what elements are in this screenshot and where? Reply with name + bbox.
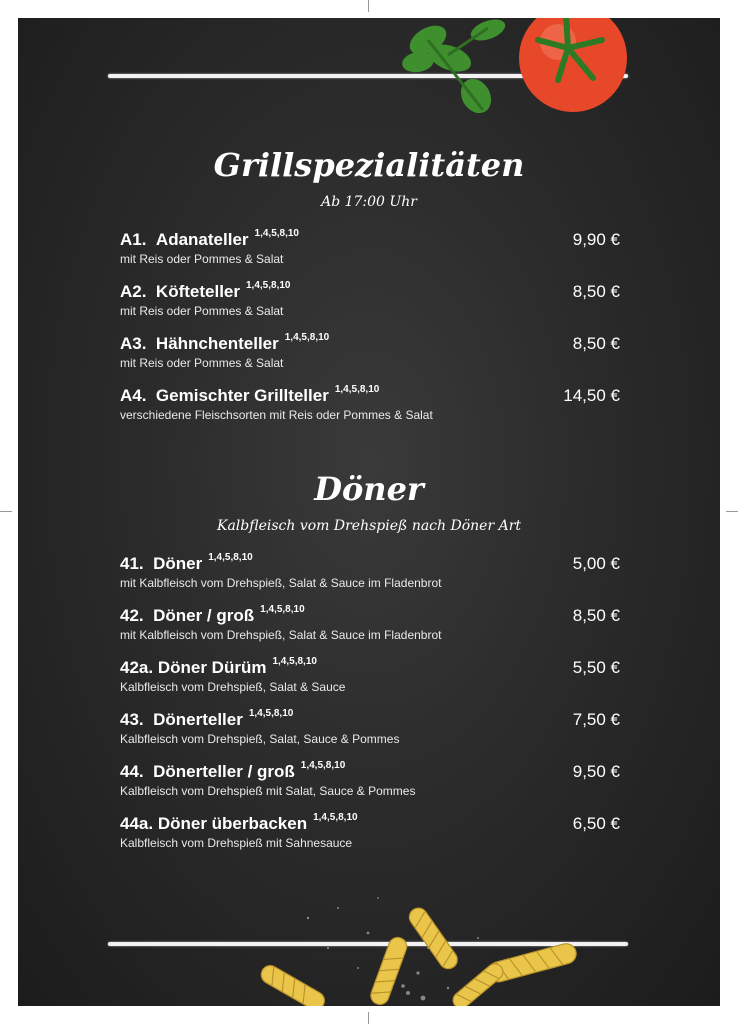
item-name: Döner (153, 554, 203, 573)
item-number: 43. (120, 710, 144, 729)
section-title-grill: Grillspezialitäten (213, 146, 525, 184)
menu-item (120, 386, 620, 422)
item-number: 44a. (120, 814, 154, 833)
item-number: A2. (120, 282, 147, 301)
item-name: Adanateller (155, 230, 249, 249)
item-number: 42. (120, 606, 144, 625)
item-name: Hähnchenteller (155, 334, 279, 353)
chalkboard-menu (18, 18, 720, 1006)
item-description: mit Kalbfleisch vom Drehspieß, Salat & Sauce im Fladenbrot (120, 576, 442, 590)
item-allergens: 1,4,5,8,10 (272, 656, 317, 667)
crop-mark (368, 0, 369, 12)
crop-mark (726, 511, 738, 512)
item-allergens: 1,4,5,8,10 (254, 228, 299, 239)
item-description: mit Reis oder Pommes & Salat (120, 252, 284, 266)
item-allergens: 1,4,5,8,10 (246, 280, 291, 291)
item-name: Gemischter Grillteller (155, 386, 329, 405)
item-name: Dönerteller (153, 710, 243, 729)
item-name: Köfteteller (155, 282, 240, 301)
item-name: Dönerteller / groß (153, 762, 295, 781)
item-description: mit Reis oder Pommes & Salat (120, 356, 284, 370)
menu-item (120, 606, 620, 642)
item-allergens: 1,4,5,8,10 (248, 708, 294, 719)
item-allergens: 1,4,5,8,10 (334, 384, 380, 395)
item-number: 44. (120, 762, 144, 781)
item-price: 9,50 € (572, 762, 620, 781)
section-title-doener: Döner (314, 470, 424, 508)
item-number: 41. (120, 554, 144, 573)
item-allergens: 1,4,5,8,10 (260, 604, 305, 615)
pasta-image (248, 896, 608, 1006)
item-name: Döner überbacken (157, 814, 308, 833)
menu-item (120, 814, 620, 850)
spacer (146, 282, 155, 302)
item-description: mit Reis oder Pommes & Salat (120, 304, 284, 318)
menu-item (120, 334, 620, 370)
item-price: 7,50 € (572, 710, 620, 729)
item-price: 5,50 € (572, 658, 620, 677)
item-allergens: 1,4,5,8,10 (208, 552, 253, 563)
item-price: 5,00 € (572, 554, 620, 573)
menu-item (120, 282, 620, 318)
item-description: verschiedene Fleischsorten mit Reis oder Pommes & Salat (120, 408, 433, 422)
item-price: 8,50 € (572, 334, 620, 353)
item-number: A1. (120, 230, 147, 249)
crop-mark (0, 511, 12, 512)
item-number: A4. (120, 386, 147, 405)
item-price: 8,50 € (572, 606, 620, 625)
item-name: Döner / groß (153, 606, 255, 625)
menu-item (120, 230, 620, 266)
spacer (144, 606, 153, 626)
item-name (146, 230, 155, 250)
tomato-parsley-image (388, 18, 628, 130)
item-price: 6,50 € (572, 814, 620, 833)
crop-mark (368, 1012, 369, 1024)
item-description: Kalbfleisch vom Drehspieß mit Sahnesauce (120, 836, 353, 850)
item-price: 8,50 € (572, 282, 620, 301)
spacer (144, 554, 153, 574)
item-description: Kalbfleisch vom Drehspieß, Salat, Sauce & Pommes (120, 732, 400, 746)
item-description: Kalbfleisch vom Drehspieß mit Salat, Sauce & Pommes (120, 784, 416, 798)
item-allergens: 1,4,5,8,10 (313, 812, 358, 823)
spacer (144, 710, 153, 730)
item-price: 14,50 € (563, 386, 620, 405)
spacer (144, 762, 153, 782)
item-allergens: 1,4,5,8,10 (284, 332, 330, 343)
menu-item (120, 554, 620, 590)
item-allergens: 1,4,5,8,10 (300, 760, 346, 771)
spacer (146, 386, 155, 406)
menu-item (120, 710, 620, 746)
item-price: 9,90 € (572, 230, 620, 249)
spacer (146, 334, 155, 354)
menu-item (120, 762, 620, 798)
item-name: Döner Dürüm (157, 658, 267, 677)
item-description: mit Kalbfleisch vom Drehspieß, Salat & Sauce im Fladenbrot (120, 628, 442, 642)
item-description: Kalbfleisch vom Drehspieß, Salat & Sauce (120, 680, 346, 694)
item-number: A3. (120, 334, 147, 353)
item-number: 42a. (120, 658, 154, 677)
section-subtitle-doener: Kalbfleisch vom Drehspieß nach Döner Art (216, 518, 522, 534)
section-subtitle-grill: Ab 17:00 Uhr (321, 194, 417, 210)
menu-item (120, 658, 620, 694)
